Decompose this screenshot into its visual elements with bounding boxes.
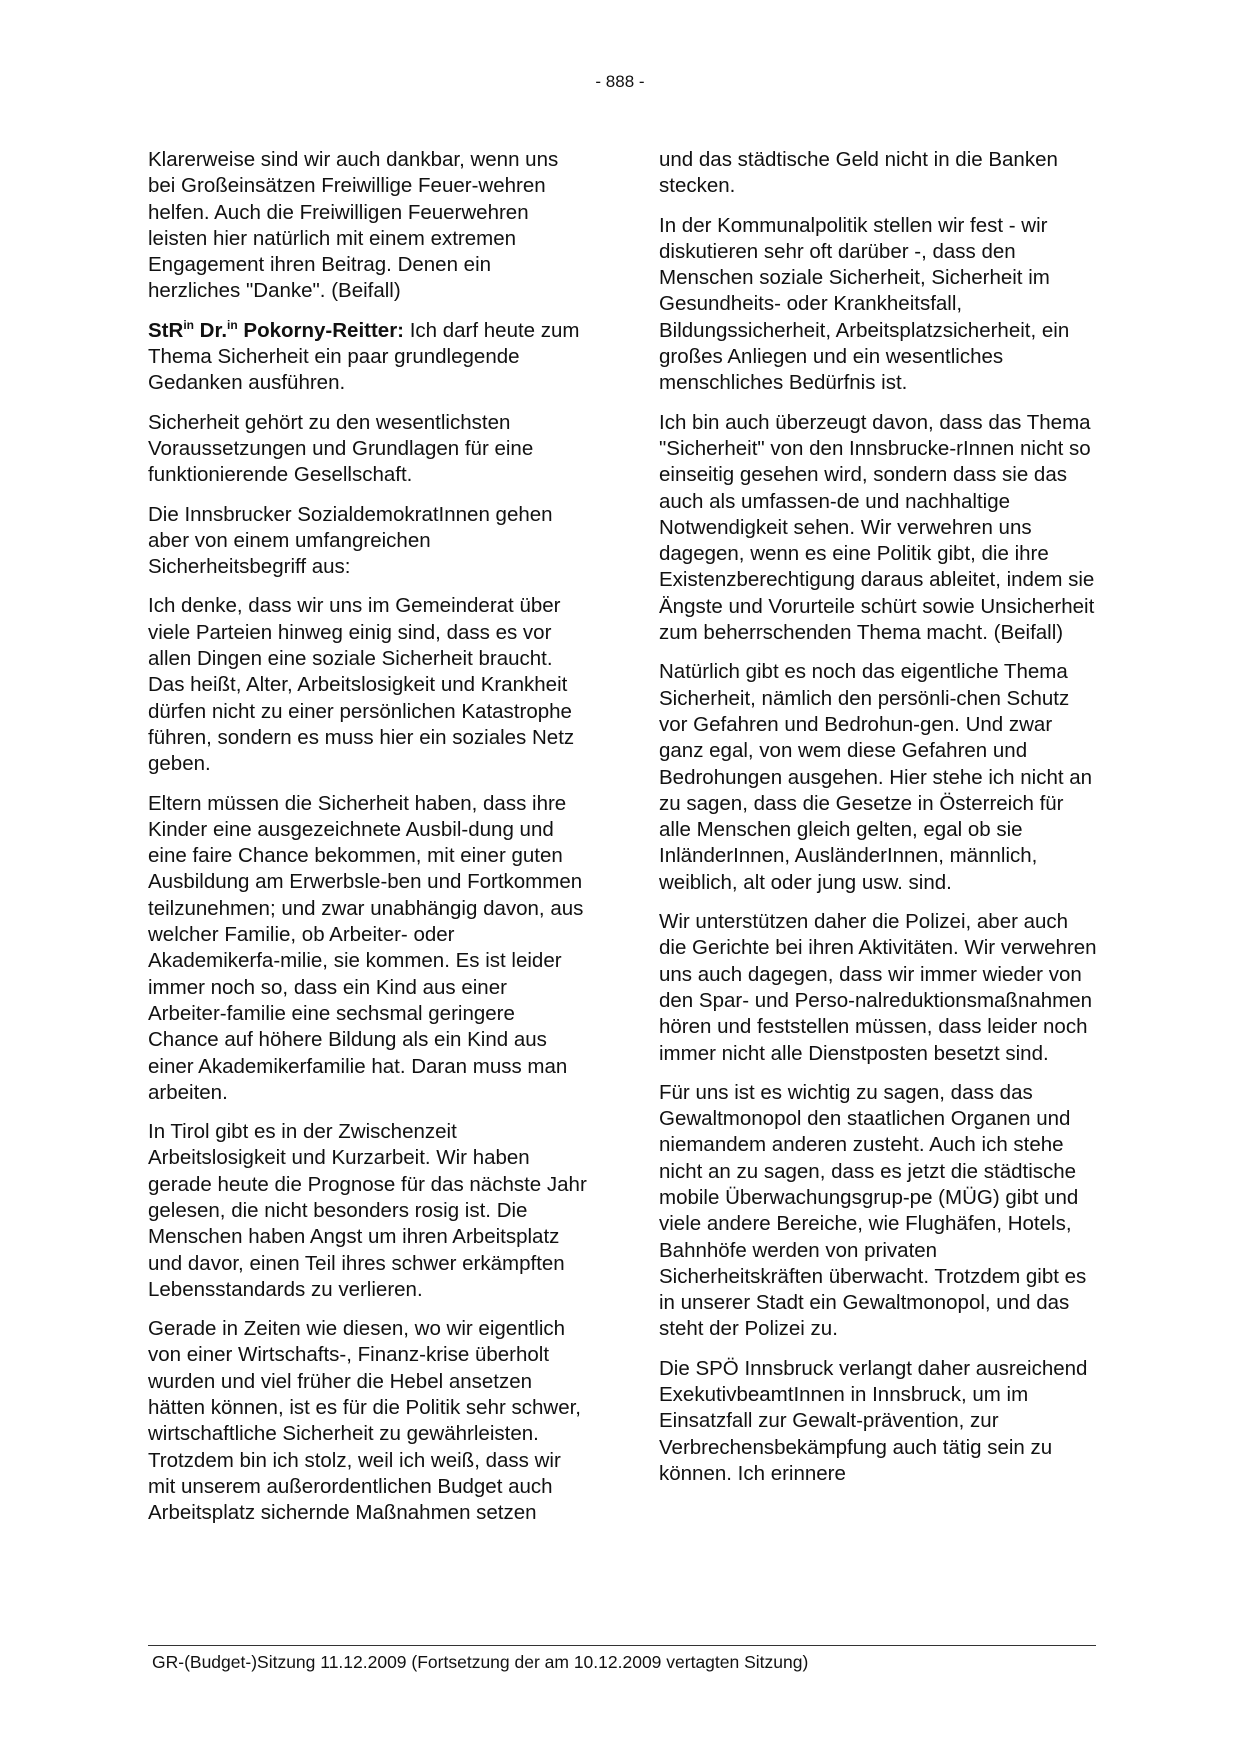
speaker-name: StR$^{in}$ Dr.$^{in}$ Pokorny-Reitter: xyxy=(148,317,405,342)
right-column xyxy=(659,147,1099,1500)
left-column xyxy=(148,147,588,1540)
paragraph: Die SPÖ Innsbruck verlangt daher ausreichend ExekutivbeamtInnen in Innsbruck, um im Einsatzfall zur Gewalt-prävention, zur Verbrechensbekämpfung auch tätig sein zu können. Ich erinnere xyxy=(659,1356,1088,1485)
footer-divider xyxy=(148,1645,1096,1646)
speech-text: Ich darf heute zum Thema Sicherheit ein paar grundlegende Gedanken ausführen. xyxy=(148,318,580,395)
footer: GR-(Budget-)Sitzung 11.12.2009 (Fortsetzung der am 10.12.2009 vertagten Sitzung) xyxy=(152,1652,809,1672)
paragraph: Natürlich gibt es noch das eigentliche Thema Sicherheit, nämlich den persönli-chen Schutz vor Gefahren und Bedrohun-gen. Und zwar ganz egal, von wem diese Gefahren und Bedrohungen ausgehen. Hier stehe ich nicht an zu sagen, dass die Gesetze in Österreich für alle Menschen gleich gelten, egal ob sie InländerInnen, AusländerInnen, männlich, weiblich, alt oder jung usw. sind. xyxy=(659,660,1093,894)
paragraph: Eltern müssen die Sicherheit haben, dass ihre Kinder eine ausgezeichnete Ausbil-dung und eine faire Chance bekommen, mit einer guten Ausbildung am Erwerbsle-ben und Fortkommen teilzunehmen; und zwar unabhängig davon, aus welcher Familie, ob Arbeiter- oder Akademikerfa-milie, sie kommen. Es ist leider immer noch so, dass ein Kind aus einer Arbeiter-familie eine sechsmal geringere Chance auf höhere Bildung als ein Kind aus einer Akademikerfamilie hat. Daran muss man arbeiten. xyxy=(148,791,584,1104)
paragraph: Für uns ist es wichtig zu sagen, dass das Gewaltmonopol den staatlichen Organen und niemandem anderen zusteht. Auch ich stehe nicht an zu sagen, dass es jetzt die städtische mobile Überwachungsgrup-pe (MÜG) gibt und viele andere Bereiche, wie Flughäfen, Hotels, Bahnhöfe werden von privaten Sicherheitskräften überwacht. Trotzdem gibt es in unserer Stadt ein Gewaltmonopol, und das steht der Polizei zu. xyxy=(659,1080,1087,1341)
paragraph: Gerade in Zeiten wie diesen, wo wir eigentlich von einer Wirtschafts-, Finanz-krise überholt wurden und viel früher die Hebel ansetzen hätten können, ist es für die Politik sehr schwer, wirtschaftliche Sicherheit zu gewährleisten. Trotzdem bin ich stolz, weil ich weiß, dass wir mit unserem außerordentlichen Budget auch Arbeitsplatz sichernde Maßnahmen setzen xyxy=(148,1317,582,1525)
paragraph: In der Kommunalpolitik stellen wir fest - wir diskutieren sehr oft darüber -, dass den Menschen soziale Sicherheit, Sicherheit im Gesundheits- oder Krankheitsfall, Bildungssicherheit, Arbeitsplatzsicherheit, ein großes Anliegen und ein wesentliches menschliches Bedürfnis ist. xyxy=(659,213,1070,395)
paragraph: Sicherheit gehört zu den wesentlichsten Voraussetzungen und Grundlagen für eine funktionierende Gesellschaft. xyxy=(148,410,534,487)
paragraph: In Tirol gibt es in der Zwischenzeit Arbeitslosigkeit und Kurzarbeit. Wir haben gerade heute die Prognose für das nächste Jahr gelesen, die nicht besonders rosig ist. Die Menschen haben Angst um ihren Arbeitsplatz und davor, einen Teil ihres schwer erkämpften Lebensstandards zu verlieren. xyxy=(148,1120,587,1301)
page-number: - 888 - xyxy=(595,72,645,91)
paragraph: Wir unterstützen daher die Polizei, aber auch die Gerichte bei ihren Aktivitäten. Wir verwehren uns auch dagegen, dass wir immer wieder von den Spar- und Perso-nalreduktionsmaßnahmen hören und feststellen müssen, dass leider noch immer nicht alle Dienstposten besetzt sind. xyxy=(659,910,1097,1065)
speaker-paragraph xyxy=(148,318,588,397)
paragraph: Ich bin auch überzeugt davon, dass das Thema "Sicherheit" von den Innsbrucke-rInnen nicht so einseitig gesehen wird, sondern dass sie das auch als umfassen-de und nachhaltige Notwendigkeit sehen. Wir verwehren uns dagegen, wenn es eine Politik gibt, die ihre Existenzberechtigung daraus ableitet, indem sie Ängste und Vorurteile schürt sowie Unsicherheit zum beherrschenden Thema macht. (Beifall) xyxy=(659,410,1095,645)
paragraph: und das städtische Geld nicht in die Banken stecken. xyxy=(659,148,1058,198)
paragraph: Klarerweise sind wir auch dankbar, wenn uns bei Großeinsätzen Freiwillige Feuer-wehren helfen. Auch die Freiwilligen Feuerwehren leisten hier natürlich mit einem extremen Engagement ihren Beitrag. Denen ein herzliches "Danke". (Beifall) xyxy=(148,148,559,303)
paragraph: Ich denke, dass wir uns im Gemeinderat über viele Parteien hinweg einig sind, dass es vor allen Dingen eine soziale Sicherheit braucht. Das heißt, Alter, Arbeitslosigkeit und Krankheit dürfen nicht zu einer persönlichen Katastrophe führen, sondern es muss hier ein soziales Netz geben. xyxy=(148,594,575,776)
paragraph: Die Innsbrucker SozialdemokratInnen gehen aber von einem umfangreichen Sicherheitsbegriff aus: xyxy=(148,502,553,579)
